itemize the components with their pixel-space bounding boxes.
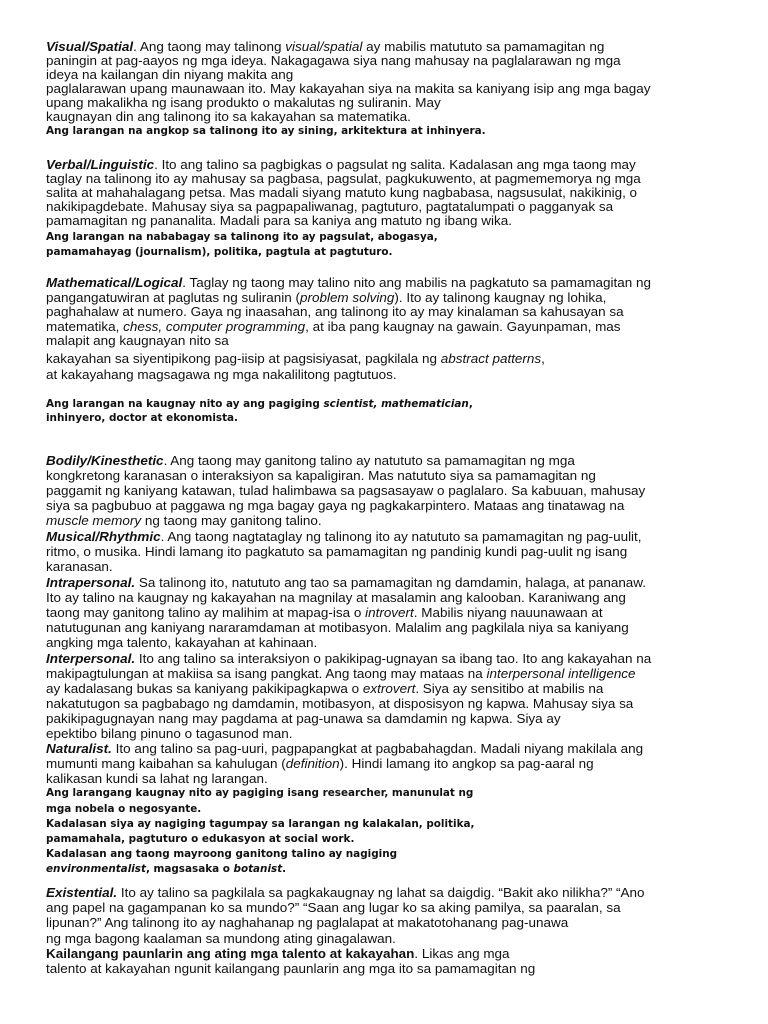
- math-line-3: paghahalaw at numero. Gaya ng inaasahan, ang talinong ito ay may kinalaman sa kahusayan sa: [46, 305, 624, 319]
- visual-line-3: ideya na kailangan din niyang makita ang: [46, 68, 294, 82]
- intra-line-2: Ito ay talino na kaugnay ng kakayahan na magnilay at masalamin ang kalooban. Karaniwang ang: [46, 591, 626, 605]
- math-line-1: Mathematical/Logical. Taglay ng taong may talino nito ang mabilis na pagkatuto sa pamamagitan ng: [46, 276, 652, 290]
- verbal-field-1: Ang larangan na nababagay sa talinong ito ay pagsulat, abogasya,: [46, 231, 438, 243]
- math-line-7: at kakayahang magsagawa ng mga nakalilitong pagtutuos.: [46, 368, 397, 382]
- visual-field: Ang larangan na angkop sa talinong ito ay sining, arkitektura at inhinyera.: [46, 125, 486, 137]
- visual-line-1: Visual/Spatial. Ang taong may talinong visual/spatial ay mabilis matututo sa pamamagitan ng: [46, 40, 605, 54]
- inter-line-4: nakatutugon sa pagbabago ng damdamin, motibasyon, at disposisyon ng kapwa. Mahusay siya sa: [46, 697, 634, 711]
- naturalist-field-5: Kadalasan ang taong mayroong ganitong talino ay nagiging: [46, 848, 398, 860]
- closing-heading: Kailangang paunlarin ang ating mga talento at kakayahan: [46, 947, 415, 961]
- naturalist-field-6: environmentalist, magsasaka o botanist.: [46, 863, 287, 875]
- intra-line-4: natutugunan ang kaniyang nararamdaman at motibasyon. Malalim ang pagkilala niya sa kaniyang: [46, 621, 629, 635]
- existential-term: Existential.: [46, 886, 118, 900]
- naturalist-field-3: Kadalasan siya ay nagiging tagumpay sa larangan ng kalakalan, politika,: [46, 818, 475, 830]
- naturalist-field-4: pamamahala, pagtuturo o edukasyon at social work.: [46, 833, 355, 845]
- existential-line-4: ng mga bagong kaalaman sa mundong ating ginagalawan.: [46, 932, 396, 946]
- existential-line-2: ang papel na gagampanan ko sa mundo?” “Saan ang lugar ko sa aking pamilya, sa paaralan, sa: [46, 901, 621, 915]
- closing-line-2: talento at kakayahan ngunit kailangang paunlarin ang mga ito sa pamamagitan ng: [46, 962, 536, 976]
- verbal-line-5: pamamagitan ng pananalita. Madali para sa kaniya ang matuto ng ibang wika.: [46, 214, 512, 228]
- bodily-line-2: kongkretong karanasan o interaksiyon sa kapaligiran. Mas natututo siya sa pamamagitan ng: [46, 469, 596, 483]
- math-field-2: inhinyero, doctor at ekonomista.: [46, 412, 238, 424]
- musical-line-3: karanasan.: [46, 560, 113, 574]
- intra-term: Intrapersonal.: [46, 576, 136, 590]
- existential-line-1: Existential. Ito ay talino sa pagkilala sa pagkakaugnay ng lahat sa daigdig. “Bakit ako nilikha?” “Ano: [46, 886, 645, 900]
- math-line-6: kakayahan sa siyentipikong pag-iisip at pagsisiyasat, pagkilala ng abstract patterns,: [46, 352, 545, 366]
- math-term: Mathematical/Logical: [46, 276, 183, 290]
- visual-line-2: paningin at pag-aayos ng mga ideya. Nakagagawa siya nang mahusay na paglalarawan ng mga: [46, 54, 621, 68]
- verbal-line-2: taglay na talinong ito ay mahusay sa pagbasa, pagsulat, pagkukuwento, at pagmememorya ng mga: [46, 172, 641, 186]
- inter-term: Interpersonal.: [46, 652, 136, 666]
- bodily-term: Bodily/Kinesthetic: [46, 454, 164, 468]
- visual-line-5: upang makalikha ng isang produkto o makalutas ng suliranin. May: [46, 96, 441, 110]
- inter-line-5: pakikipagugnayan nang may pagdama at pag-unawa sa damdamin ng kapwa. Siya ay: [46, 712, 561, 726]
- closing-line-1: Kailangang paunlarin ang ating mga talento at kakayahan. Likas ang mga: [46, 947, 510, 961]
- inter-line-3: ay kadalasang bukas sa kaniyang pakikipagkapwa o extrovert. Siya ay sensitibo at mabilis na: [46, 682, 604, 696]
- visual-line-4: paglalarawan upang maunawaan ito. May kakayahan siya na makita sa kaniyang isip ang mga bagay: [46, 82, 651, 96]
- visual-line-6: kaugnayan din ang talinong ito sa kakayahan sa matematika.: [46, 110, 411, 124]
- inter-line-6: epektibo bilang pinuno o tagasunod man.: [46, 727, 293, 741]
- verbal-line-4: nakikipagdebate. Mahusay siya sa pagpapaliwanag, pagtuturo, pagtatalumpati o pagganyak sa: [46, 200, 614, 214]
- verbal-term: Verbal/Linguistic: [46, 158, 155, 172]
- verbal-line-1: Verbal/Linguistic. Ito ang talino sa pagbigkas o pagsulat ng salita. Kadalasan ang mga taong may: [46, 158, 636, 172]
- naturalist-line-3: kalikasan kundi sa lahat ng larangan.: [46, 772, 268, 786]
- bodily-line-1: Bodily/Kinesthetic. Ang taong may ganitong talino ay natututo sa pamamagitan ng mga: [46, 454, 575, 468]
- naturalist-line-2: mumunti mang kaibahan sa kahulugan (definition). Hindi lamang ito angkop sa pag-aaral ng: [46, 757, 594, 771]
- musical-line-2: ritmo, o musika. Hindi lamang ito pagkatuto sa pamamagitan ng pandinig kundi pag-uulit ng isang: [46, 545, 628, 559]
- math-line-2: pangangatuwiran at paglutas ng suliranin (problem solving). Ito ay talinong kaugnay ng lohika,: [46, 291, 607, 305]
- math-field-1: Ang larangan na kaugnay nito ay ang pagiging scientist, mathematician,: [46, 398, 473, 410]
- intra-line-3: taong may ganitong talino ay malihim at mapag-isa o introvert. Mabilis niyang nauunawaan at: [46, 606, 603, 620]
- visual-term: Visual/Spatial: [46, 40, 134, 54]
- existential-line-3: lipunan?” Ang talinong ito ay naghahanap ng paglalapat at makatotohanang pag-unawa: [46, 916, 569, 930]
- verbal-line-3: salita at mahahalagang petsa. Mas madali siyang matuto kung nagbabasa, nagsusulat, nakikinig, o: [46, 186, 638, 200]
- intra-line-1: Intrapersonal. Sa talinong ito, natututo ang tao sa pamamagitan ng damdamin, halaga, at pananaw.: [46, 576, 647, 590]
- verbal-field-2: pamamahayag (journalism), politika, pagtula at pagtuturo.: [46, 246, 393, 258]
- bodily-line-4: siya sa pagbubuo at paggawa ng mga bagay gaya ng pagkakarpintero. Mataas ang tinatawag na: [46, 499, 625, 513]
- bodily-line-5: muscle memory ng taong may ganitong talino.: [46, 514, 322, 528]
- musical-line-1: Musical/Rhythmic. Ang taong nagtataglay ng talinong ito ay natututo sa pamamagitan ng pag-uulit,: [46, 530, 642, 544]
- naturalist-field-2: mga nobela o negosyante.: [46, 803, 202, 815]
- math-line-4: matematika, chess, computer programming, at iba pang kaugnay na gawain. Gayunpaman, mas: [46, 320, 621, 334]
- musical-term: Musical/Rhythmic: [46, 530, 161, 544]
- naturalist-field-1: Ang larangang kaugnay nito ay pagiging isang researcher, manunulat ng: [46, 787, 474, 799]
- naturalist-term: Naturalist.: [46, 742, 112, 756]
- inter-line-1: Interpersonal. Ito ang talino sa interaksiyon o pakikipag-ugnayan sa ibang tao. Ito ang kakayahan na: [46, 652, 652, 666]
- intra-line-5: angking mga talento, kakayahan at kahinaan.: [46, 636, 318, 650]
- bodily-line-3: paggamit ng kaniyang katawan, tulad halimbawa sa pagsasayaw o paglalaro. Sa kabuuan, mahusay: [46, 484, 646, 498]
- inter-line-2: makipagtulungan at makiisa sa isang pangkat. Ang taong may mataas na interpersonal intelligence: [46, 667, 636, 681]
- naturalist-line-1: Naturalist. Ito ang talino sa pag-uuri, pagpapangkat at pagbabahagdan. Madali niyang makilala ang: [46, 742, 644, 756]
- math-line-5: malapit ang kaugnayan nito sa: [46, 334, 229, 348]
